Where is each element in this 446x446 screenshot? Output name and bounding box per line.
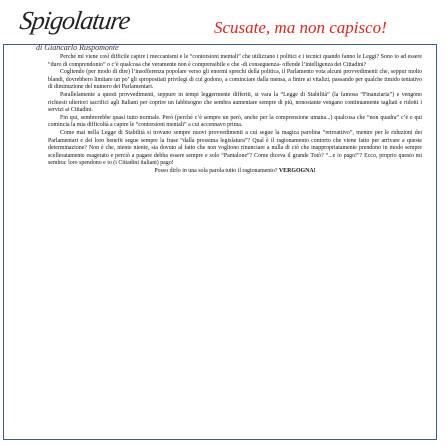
paragraph: Fin qui, sembrerebbe quasi tutto normale. Però (perché c’è sempre un però, anche per la comprensione umana...) qualcosa che “non quadra” c’è e qui comincia la mia difficoltà a capire le “contorsioni mentali” a cui accennavo prima. xyxy=(48,114,422,129)
closing-line xyxy=(48,168,422,176)
paragraph: Parallelamente a questi provvedimenti, seppure in tempi leggermente differiti, si vara la “Legge di Stabilità” (la famosa “Finanziaria”) e vengono richiesti ulteriori sacrifici agli Italiani per coprire un fabbisogno che sembra aumentare sempre di più, nonostante vengano continuamente tagliati e ridotti i servizi ai Cittadini. xyxy=(48,91,422,114)
logo-word: Spigolature xyxy=(18,6,132,35)
article-headline: Scusate, ma non capisco! xyxy=(214,18,387,37)
column-logo xyxy=(20,6,150,58)
paragraph: Come mai nella Legge di Stabilità si trovano sempre nuovi provvedimenti a cui segue la magica parolina “retroattivo”, mentre per le riduzioni dei Parlamentari e dei loro benefit segue sempre la frase “dalla prossima legislatura”? Qual è il ragionamento contorto che viene fatto per arrivare a queste determinazione? Non è che, niente niente, sia dovuto al fatto che non vogliono rinunciare a nulla di ciò che inappropriatamente prendono in modo sempre scelleratamente esagerato e perciò a pagare debba essere sempre e solo “Pantalone”? Come diceva il grande Totò? “...e io pago!”? Ecco, proprio questo mi sembra: loro spendono e io (i Cittadini italiani) pago! xyxy=(48,129,422,167)
paragraph: Cogliendo (per modo di dire) l’insofferenza popolare verso gli enormi sprechi della politica, il Parlamento vota alcuni provvedimenti che, seppur molto blandi, dovrebbero limitare un po’ gli spropositati privilegi di cui godono, a cominciare dalla mensa, a finire ai vitalizi, passando per qualche timido tentativo di diminuzione del numero dei Parlamentari. xyxy=(48,69,422,91)
logo-byline: di Giancarlo Ruspomonte xyxy=(36,43,119,52)
paragraph: Perché mi viene così difficile capire i meccanismi e le “contorsioni mentali” che utilizzano i politici e i tecnici quando fanno le Leggi? Sono io ad essere “duro di comprendonio” o c’è qualcosa che veramente non è comprensibile e che -di conseguenza- offende l’intelligenza dei Cittadini? xyxy=(48,54,422,68)
article-body xyxy=(48,54,422,176)
closing-emphasis: VERGOGNA! xyxy=(278,167,316,174)
closing-text: Posso dirlo in una sola parola tutto il ragionamento? xyxy=(154,167,279,174)
